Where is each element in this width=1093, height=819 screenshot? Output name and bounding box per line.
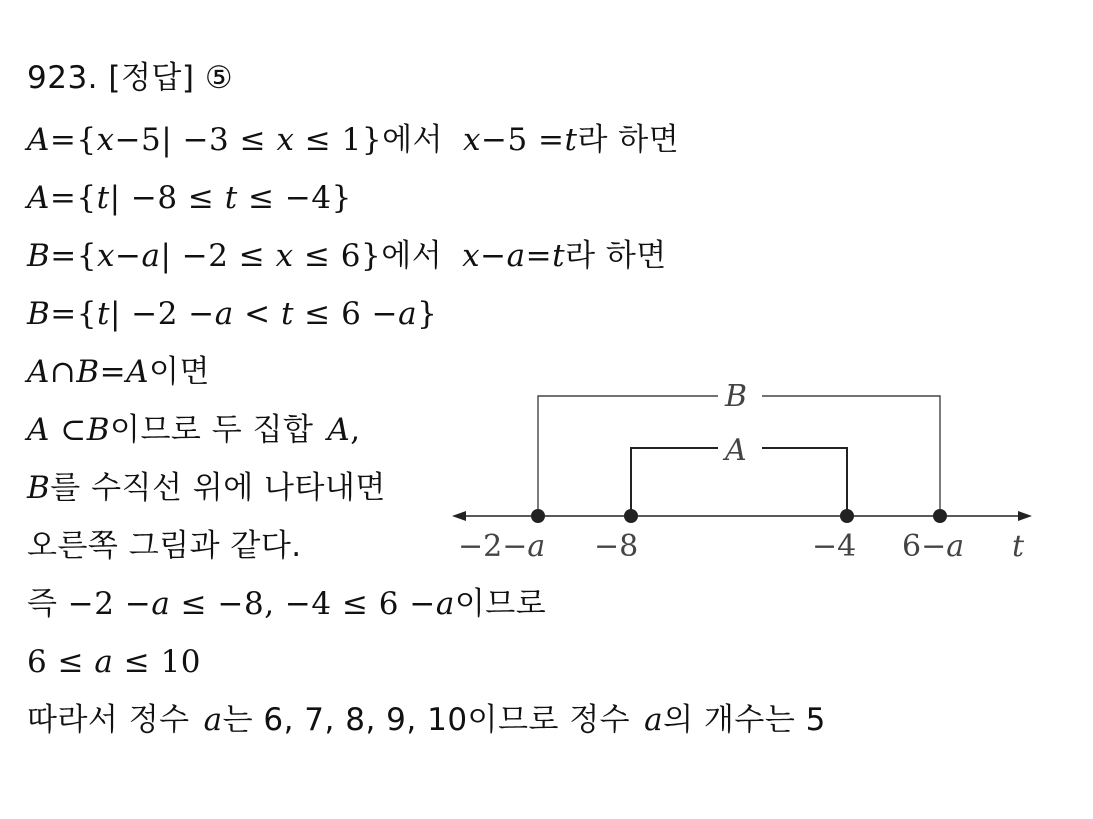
tick-label-neg8: −8 [594,529,639,564]
point-neg2-minus-a [531,509,545,523]
solution-line-6: A ⊂B이므로 두 집합 A, [27,412,361,448]
axis-left-arrow [452,511,466,521]
axis-variable-label: t [1012,529,1025,564]
solution-line-8: 오른쪽 그림과 같다. [27,528,302,564]
tick-label-6-minus-a: 6−a [902,529,965,564]
set-b-label: B [725,379,748,414]
solution-line-10: 6 ≤ a ≤ 10 [27,644,202,680]
answer-choice: ⑤ [204,60,234,96]
point-neg8 [624,509,638,523]
solution-line-11: 따라서 정수 a는 6, 7, 8, 9, 10이므로 정수 a의 개수는 5 [27,702,826,738]
solution-line-3: B={x−a| −2 ≤ x ≤ 6}에서 x−a=t라 하면 [27,238,667,274]
solution-line-4: B={t| −2 −a < t ≤ 6 −a} [27,296,438,332]
point-neg4 [840,509,854,523]
solution-line-2: A={t| −8 ≤ t ≤ −4} [27,180,352,216]
tick-label-neg2-minus-a: −2−a [458,529,546,564]
set-a-label: A [725,433,747,468]
problem-number: 923. [27,60,99,96]
point-6-minus-a [933,509,947,523]
solution-line-5: A∩B=A이면 [27,354,210,390]
solution-line-7: B를 수직선 위에 나타내면 [27,470,386,506]
solution-line-9: 즉 −2 −a ≤ −8, −4 ≤ 6 −a이므로 [27,586,547,622]
tick-label-neg4: −4 [812,529,857,564]
answer-label: [정답] [108,60,195,96]
solution-line-1: A={x−5| −3 ≤ x ≤ 1}에서 x−5 =t라 하면 [27,122,680,158]
axis-right-arrow [1018,511,1032,521]
